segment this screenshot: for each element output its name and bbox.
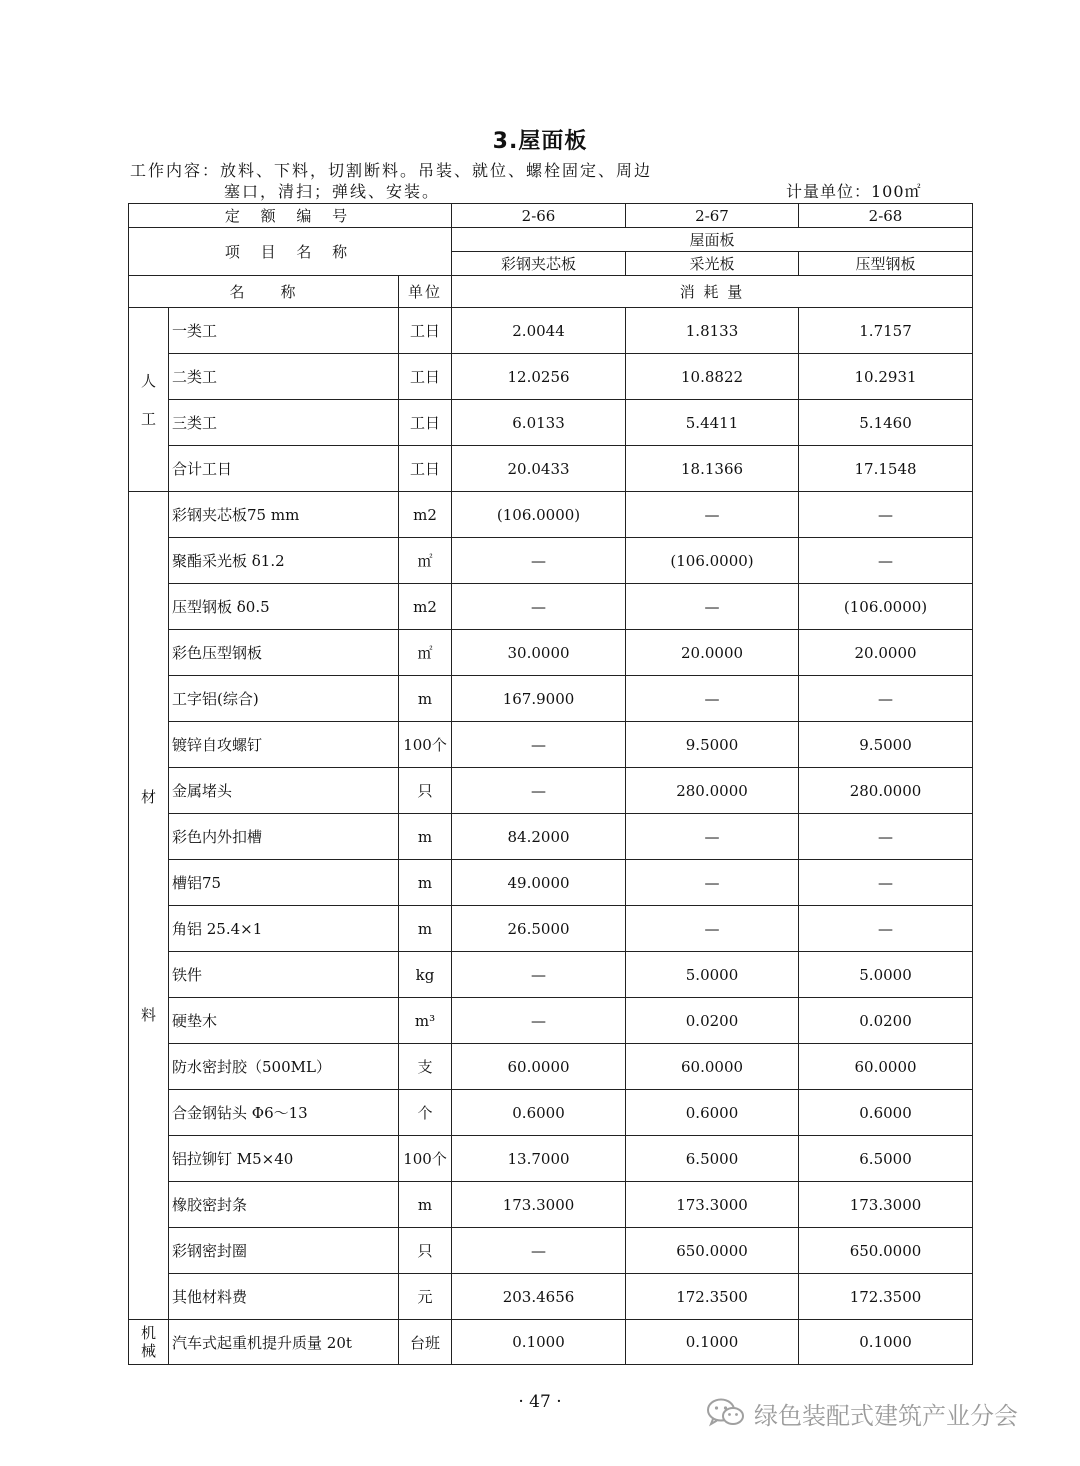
name-header: 名 称 — [129, 276, 399, 308]
item-value: 0.6000 — [626, 1090, 799, 1136]
wechat-icon — [706, 1397, 746, 1429]
item-value: — — [799, 492, 973, 538]
category-cell — [129, 308, 169, 492]
item-value: — — [452, 722, 626, 768]
category-char: 工 — [140, 409, 156, 428]
item-name: 槽铝75 — [169, 860, 399, 906]
item-name: 二类工 — [169, 354, 399, 400]
item-name: 防水密封胶（500ML） — [169, 1044, 399, 1090]
item-name: 彩钢夹芯板75 mm — [169, 492, 399, 538]
sub-name-cell: 采光板 — [626, 252, 799, 276]
item-value: (106.0000) — [626, 538, 799, 584]
item-value: 0.1000 — [452, 1320, 626, 1365]
item-value: 0.0200 — [626, 998, 799, 1044]
item-value: 167.9000 — [452, 676, 626, 722]
table-row — [129, 400, 973, 446]
table-row — [129, 492, 973, 538]
table-row — [129, 1274, 973, 1320]
item-unit: 只 — [399, 768, 452, 814]
item-unit: 台班 — [399, 1320, 452, 1365]
item-name-label: 项 目 名 称 — [129, 228, 452, 276]
item-name: 一类工 — [169, 308, 399, 354]
item-value: — — [626, 906, 799, 952]
item-value: 9.5000 — [799, 722, 973, 768]
item-value: 1.7157 — [799, 308, 973, 354]
category-char: 机 — [140, 1324, 156, 1342]
item-value: 173.3000 — [452, 1182, 626, 1228]
item-unit: 元 — [399, 1274, 452, 1320]
table-row — [129, 1182, 973, 1228]
item-value: — — [799, 676, 973, 722]
table-row — [129, 1136, 973, 1182]
item-value: 10.2931 — [799, 354, 973, 400]
item-value: 10.8822 — [626, 354, 799, 400]
item-value: — — [452, 1228, 626, 1274]
item-unit: 100个 — [399, 722, 452, 768]
unit-header: 单位 — [399, 276, 452, 308]
item-name: 铝拉铆钉 M5×40 — [169, 1136, 399, 1182]
item-value: 6.5000 — [626, 1136, 799, 1182]
item-value: 650.0000 — [799, 1228, 973, 1274]
code-label: 定 额 编 号 — [129, 204, 452, 228]
watermark — [706, 1393, 1018, 1433]
item-value: 0.0200 — [799, 998, 973, 1044]
table-row — [129, 308, 973, 354]
item-value: 49.0000 — [452, 860, 626, 906]
item-value: 26.5000 — [452, 906, 626, 952]
item-value: 6.0133 — [452, 400, 626, 446]
item-unit: m — [399, 676, 452, 722]
item-name: 角铝 25.4×1 — [169, 906, 399, 952]
item-name: 彩色内外扣槽 — [169, 814, 399, 860]
table-row — [129, 722, 973, 768]
item-name: 压型钢板 δ0.5 — [169, 584, 399, 630]
item-value: — — [799, 538, 973, 584]
item-unit: ㎡ — [399, 630, 452, 676]
item-name: 汽车式起重机提升质量 20t — [169, 1320, 399, 1365]
table-row — [129, 952, 973, 998]
item-value: 173.3000 — [626, 1182, 799, 1228]
item-value: — — [626, 584, 799, 630]
item-unit: 工日 — [399, 446, 452, 492]
item-value: — — [452, 584, 626, 630]
item-value: 13.7000 — [452, 1136, 626, 1182]
item-value: 5.0000 — [626, 952, 799, 998]
item-value: 12.0256 — [452, 354, 626, 400]
item-value: 203.4656 — [452, 1274, 626, 1320]
item-unit: 工日 — [399, 308, 452, 354]
item-unit: m — [399, 814, 452, 860]
sub-name-cell: 彩钢夹芯板 — [452, 252, 626, 276]
item-unit: ㎡ — [399, 538, 452, 584]
code-row — [129, 204, 973, 228]
table-row — [129, 584, 973, 630]
table-row — [129, 538, 973, 584]
item-value: 5.0000 — [799, 952, 973, 998]
item-unit: 工日 — [399, 400, 452, 446]
item-value: 20.0000 — [626, 630, 799, 676]
item-name: 合计工日 — [169, 446, 399, 492]
item-unit: 支 — [399, 1044, 452, 1090]
item-value: 0.6000 — [452, 1090, 626, 1136]
table-row — [129, 676, 973, 722]
category-cell — [129, 1320, 169, 1365]
item-value: 5.1460 — [799, 400, 973, 446]
item-name: 合金钢钻头 Φ6～13 — [169, 1090, 399, 1136]
category-char: 材 — [140, 787, 156, 806]
item-name: 铁件 — [169, 952, 399, 998]
item-value: 2.0044 — [452, 308, 626, 354]
item-value: — — [452, 538, 626, 584]
table-row — [129, 1228, 973, 1274]
item-value: 280.0000 — [799, 768, 973, 814]
measurement-unit: 计量单位：100㎡ — [786, 182, 922, 201]
category-char: 人 — [140, 371, 156, 390]
item-value: 84.2000 — [452, 814, 626, 860]
item-unit: m2 — [399, 492, 452, 538]
item-unit: m — [399, 906, 452, 952]
code-cell: 2-68 — [799, 204, 973, 228]
table-row — [129, 768, 973, 814]
table-row — [129, 354, 973, 400]
item-name: 工字铝(综合) — [169, 676, 399, 722]
item-unit: m — [399, 860, 452, 906]
item-unit: 100个 — [399, 1136, 452, 1182]
item-value: 20.0000 — [799, 630, 973, 676]
item-unit: 个 — [399, 1090, 452, 1136]
item-name: 三类工 — [169, 400, 399, 446]
item-unit: 只 — [399, 1228, 452, 1274]
item-value: 172.3500 — [799, 1274, 973, 1320]
item-unit: kg — [399, 952, 452, 998]
item-value: 60.0000 — [452, 1044, 626, 1090]
group-row — [129, 228, 973, 252]
item-unit: m³ — [399, 998, 452, 1044]
item-value: 20.0433 — [452, 446, 626, 492]
item-value: — — [452, 952, 626, 998]
item-value: 172.3500 — [626, 1274, 799, 1320]
category-cell — [129, 492, 169, 1320]
table-row — [129, 446, 973, 492]
item-value: (106.0000) — [452, 492, 626, 538]
item-value: 1.8133 — [626, 308, 799, 354]
item-value: — — [452, 768, 626, 814]
consumption-header: 消 耗 量 — [452, 276, 973, 308]
item-value: 280.0000 — [626, 768, 799, 814]
item-value: 18.1366 — [626, 446, 799, 492]
item-value: 30.0000 — [452, 630, 626, 676]
item-unit: 工日 — [399, 354, 452, 400]
code-cell: 2-67 — [626, 204, 799, 228]
code-cell: 2-66 — [452, 204, 626, 228]
work-content-line1: 工作内容：放料、下料，切割断料。吊装、就位、螺栓固定、周边 — [130, 161, 653, 180]
item-value: — — [799, 814, 973, 860]
quota-table — [128, 203, 973, 1365]
item-value: 173.3000 — [799, 1182, 973, 1228]
work-content-line2: 塞口，清扫；弹线、安装。 — [224, 182, 441, 201]
item-name: 彩色压型钢板 — [169, 630, 399, 676]
item-value: — — [626, 492, 799, 538]
item-value: — — [626, 814, 799, 860]
column-header-row — [129, 276, 973, 308]
item-name: 金属堵头 — [169, 768, 399, 814]
item-value: — — [626, 676, 799, 722]
item-value: 650.0000 — [626, 1228, 799, 1274]
item-value: 60.0000 — [799, 1044, 973, 1090]
group-label: 屋面板 — [452, 228, 973, 252]
item-value: 9.5000 — [626, 722, 799, 768]
category-char: 械 — [140, 1342, 156, 1360]
item-value: 17.1548 — [799, 446, 973, 492]
item-name: 硬垫木 — [169, 998, 399, 1044]
item-name: 聚酯采光板 δ1.2 — [169, 538, 399, 584]
item-value: 5.4411 — [626, 400, 799, 446]
watermark-text: 绿色装配式建筑产业分会 — [754, 1401, 1018, 1430]
sub-name-cell: 压型钢板 — [799, 252, 973, 276]
item-name: 彩钢密封圈 — [169, 1228, 399, 1274]
table-row — [129, 906, 973, 952]
table-row — [129, 1044, 973, 1090]
item-value: — — [452, 998, 626, 1044]
item-value: 60.0000 — [626, 1044, 799, 1090]
item-value: 0.6000 — [799, 1090, 973, 1136]
category-char: 料 — [140, 1005, 156, 1024]
item-value: 0.1000 — [626, 1320, 799, 1365]
item-unit: m2 — [399, 584, 452, 630]
table-row — [129, 630, 973, 676]
table-row — [129, 860, 973, 906]
item-name: 镀锌自攻螺钉 — [169, 722, 399, 768]
item-name: 其他材料费 — [169, 1274, 399, 1320]
table-row — [129, 1090, 973, 1136]
item-name: 橡胶密封条 — [169, 1182, 399, 1228]
item-value: — — [626, 860, 799, 906]
item-value: (106.0000) — [799, 584, 973, 630]
item-value: 6.5000 — [799, 1136, 973, 1182]
table-row — [129, 998, 973, 1044]
item-value: — — [799, 906, 973, 952]
table-row — [129, 814, 973, 860]
page-number: · 47 · — [518, 1392, 562, 1412]
item-value: 0.1000 — [799, 1320, 973, 1365]
table-row — [129, 1320, 973, 1365]
item-value: — — [799, 860, 973, 906]
page-title: 3.屋面板 — [492, 129, 588, 154]
item-unit: m — [399, 1182, 452, 1228]
